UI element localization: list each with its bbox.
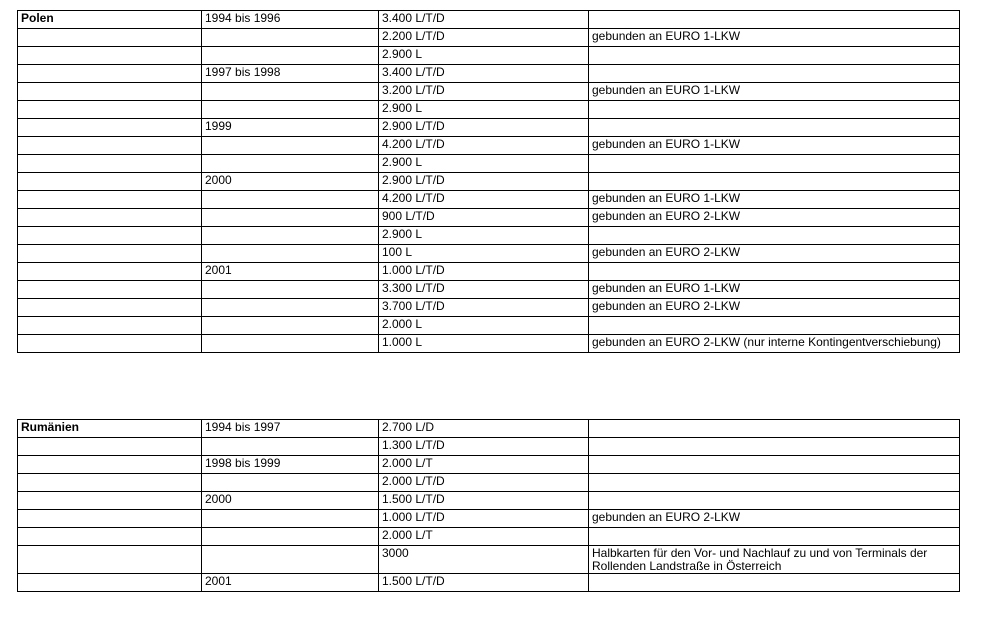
table-row bbox=[18, 11, 960, 29]
period-cell bbox=[202, 47, 379, 65]
period-cell: 2000 bbox=[202, 173, 379, 191]
table-row bbox=[18, 173, 960, 191]
country-name: Polen bbox=[18, 11, 202, 29]
quota-cell: 1.000 L/T/D bbox=[379, 263, 589, 281]
quota-cell: 2.900 L bbox=[379, 227, 589, 245]
quota-cell: 2.700 L/D bbox=[379, 420, 589, 438]
country-cell bbox=[18, 281, 202, 299]
quota-cell: 4.200 L/T/D bbox=[379, 137, 589, 155]
note-cell: gebunden an EURO 2-LKW bbox=[589, 209, 960, 227]
country-cell bbox=[18, 227, 202, 245]
table-row bbox=[18, 119, 960, 137]
quota-table-polen bbox=[17, 10, 960, 353]
table-row bbox=[18, 29, 960, 47]
note-cell: gebunden an EURO 1-LKW bbox=[589, 83, 960, 101]
table-row bbox=[18, 65, 960, 83]
period-cell bbox=[202, 438, 379, 456]
table-row bbox=[18, 227, 960, 245]
period-cell bbox=[202, 191, 379, 209]
table-row bbox=[18, 299, 960, 317]
quota-cell: 2.000 L/T bbox=[379, 456, 589, 474]
period-cell bbox=[202, 474, 379, 492]
country-cell bbox=[18, 528, 202, 546]
note-cell bbox=[589, 456, 960, 474]
country-cell bbox=[18, 546, 202, 574]
note-cell bbox=[589, 155, 960, 173]
note-cell bbox=[589, 492, 960, 510]
country-cell bbox=[18, 474, 202, 492]
note-cell bbox=[589, 263, 960, 281]
period-cell: 2000 bbox=[202, 492, 379, 510]
note-cell bbox=[589, 420, 960, 438]
quota-cell: 2.200 L/T/D bbox=[379, 29, 589, 47]
period-cell: 1994 bis 1996 bbox=[202, 11, 379, 29]
quota-cell: 3.400 L/T/D bbox=[379, 11, 589, 29]
note-cell bbox=[589, 101, 960, 119]
table-row bbox=[18, 420, 960, 438]
period-cell: 1999 bbox=[202, 119, 379, 137]
country-cell bbox=[18, 317, 202, 335]
country-cell bbox=[18, 209, 202, 227]
period-cell bbox=[202, 299, 379, 317]
quota-cell: 3000 bbox=[379, 546, 589, 574]
period-cell: 1998 bis 1999 bbox=[202, 456, 379, 474]
quota-cell: 1.300 L/T/D bbox=[379, 438, 589, 456]
period-cell bbox=[202, 83, 379, 101]
period-cell: 1997 bis 1998 bbox=[202, 65, 379, 83]
quota-cell: 3.700 L/T/D bbox=[379, 299, 589, 317]
note-cell: gebunden an EURO 1-LKW bbox=[589, 29, 960, 47]
note-cell: Halbkarten für den Vor- und Nachlauf zu und von Terminals der Rollenden Landstraße in Österreich bbox=[589, 546, 960, 574]
note-cell: gebunden an EURO 1-LKW bbox=[589, 281, 960, 299]
period-cell: 2001 bbox=[202, 574, 379, 592]
period-cell: 1994 bis 1997 bbox=[202, 420, 379, 438]
quota-cell: 2.900 L bbox=[379, 155, 589, 173]
quota-cell: 2.900 L/T/D bbox=[379, 173, 589, 191]
period-cell bbox=[202, 281, 379, 299]
table-row bbox=[18, 492, 960, 510]
country-cell bbox=[18, 299, 202, 317]
country-cell bbox=[18, 83, 202, 101]
period-cell bbox=[202, 29, 379, 47]
table-row bbox=[18, 574, 960, 592]
table-row bbox=[18, 281, 960, 299]
period-cell bbox=[202, 209, 379, 227]
note-cell bbox=[589, 574, 960, 592]
country-cell bbox=[18, 173, 202, 191]
period-cell bbox=[202, 317, 379, 335]
quota-table-rumaenien bbox=[17, 419, 960, 592]
table-row bbox=[18, 528, 960, 546]
note-cell: gebunden an EURO 2-LKW (nur interne Kontingentverschiebung) bbox=[589, 335, 960, 353]
quota-cell: 3.200 L/T/D bbox=[379, 83, 589, 101]
period-cell bbox=[202, 137, 379, 155]
quota-cell: 1.000 L bbox=[379, 335, 589, 353]
quota-cell: 1.500 L/T/D bbox=[379, 574, 589, 592]
quota-cell: 2.000 L/T bbox=[379, 528, 589, 546]
country-cell bbox=[18, 574, 202, 592]
period-cell bbox=[202, 510, 379, 528]
quota-cell: 3.400 L/T/D bbox=[379, 65, 589, 83]
quota-cell: 900 L/T/D bbox=[379, 209, 589, 227]
note-cell: gebunden an EURO 2-LKW bbox=[589, 245, 960, 263]
country-name: Rumänien bbox=[18, 420, 202, 438]
table-row bbox=[18, 137, 960, 155]
note-cell bbox=[589, 11, 960, 29]
table-row bbox=[18, 245, 960, 263]
table-row bbox=[18, 47, 960, 65]
country-cell bbox=[18, 245, 202, 263]
note-cell: gebunden an EURO 1-LKW bbox=[589, 137, 960, 155]
quota-cell: 2.000 L/T/D bbox=[379, 474, 589, 492]
quota-cell: 2.900 L bbox=[379, 101, 589, 119]
period-cell bbox=[202, 245, 379, 263]
note-cell bbox=[589, 317, 960, 335]
note-cell bbox=[589, 119, 960, 137]
country-cell bbox=[18, 101, 202, 119]
note-cell bbox=[589, 65, 960, 83]
quota-cell: 2.900 L bbox=[379, 47, 589, 65]
table-row bbox=[18, 101, 960, 119]
quota-cell: 4.200 L/T/D bbox=[379, 191, 589, 209]
country-cell bbox=[18, 263, 202, 281]
note-cell: gebunden an EURO 2-LKW bbox=[589, 299, 960, 317]
period-cell bbox=[202, 155, 379, 173]
country-cell bbox=[18, 155, 202, 173]
country-cell bbox=[18, 510, 202, 528]
period-cell bbox=[202, 101, 379, 119]
country-cell bbox=[18, 492, 202, 510]
table-row bbox=[18, 317, 960, 335]
period-cell bbox=[202, 546, 379, 574]
note-cell bbox=[589, 438, 960, 456]
country-cell bbox=[18, 335, 202, 353]
table-row bbox=[18, 438, 960, 456]
note-cell: gebunden an EURO 1-LKW bbox=[589, 191, 960, 209]
note-cell bbox=[589, 227, 960, 245]
period-cell bbox=[202, 227, 379, 245]
country-cell bbox=[18, 456, 202, 474]
table-row bbox=[18, 209, 960, 227]
table-row bbox=[18, 456, 960, 474]
country-cell bbox=[18, 438, 202, 456]
table-row bbox=[18, 191, 960, 209]
note-cell: gebunden an EURO 2-LKW bbox=[589, 510, 960, 528]
quota-cell: 2.000 L bbox=[379, 317, 589, 335]
quota-cell: 100 L bbox=[379, 245, 589, 263]
quota-cell: 2.900 L/T/D bbox=[379, 119, 589, 137]
note-cell bbox=[589, 528, 960, 546]
note-cell bbox=[589, 173, 960, 191]
quota-cell: 1.500 L/T/D bbox=[379, 492, 589, 510]
table-row bbox=[18, 510, 960, 528]
table-row bbox=[18, 83, 960, 101]
country-cell bbox=[18, 65, 202, 83]
period-cell: 2001 bbox=[202, 263, 379, 281]
country-cell bbox=[18, 119, 202, 137]
table-row bbox=[18, 474, 960, 492]
period-cell bbox=[202, 528, 379, 546]
table-row bbox=[18, 263, 960, 281]
note-cell bbox=[589, 47, 960, 65]
country-cell bbox=[18, 191, 202, 209]
quota-cell: 3.300 L/T/D bbox=[379, 281, 589, 299]
period-cell bbox=[202, 335, 379, 353]
country-cell bbox=[18, 47, 202, 65]
country-cell bbox=[18, 29, 202, 47]
quota-cell: 1.000 L/T/D bbox=[379, 510, 589, 528]
table-row bbox=[18, 155, 960, 173]
table-row bbox=[18, 335, 960, 353]
table-row bbox=[18, 546, 960, 574]
country-cell bbox=[18, 137, 202, 155]
note-cell bbox=[589, 474, 960, 492]
